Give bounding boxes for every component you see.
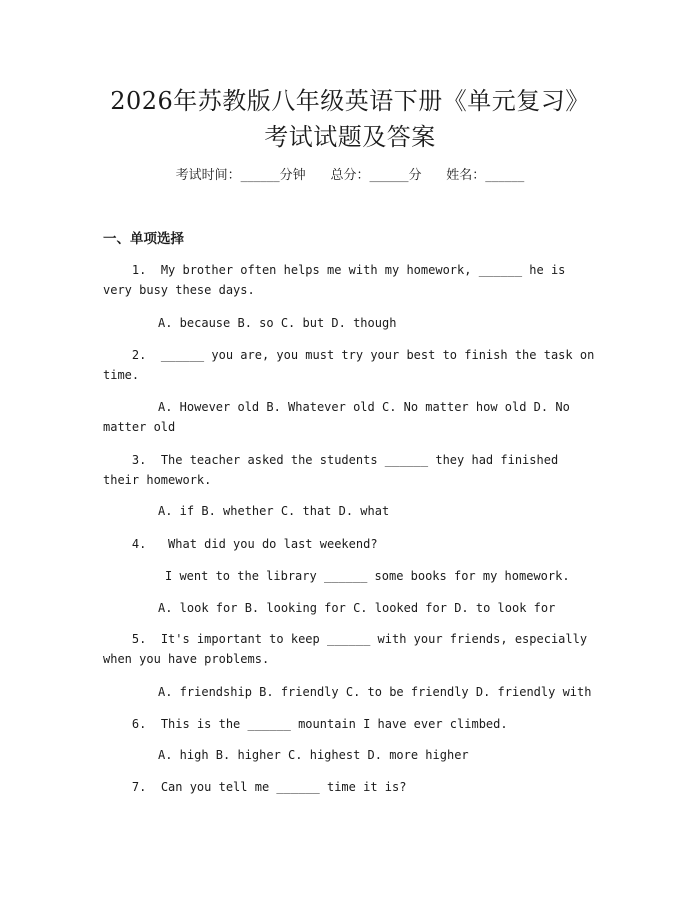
question-6 [103,714,600,734]
question-4-answer-line: I went to the library ______ some books for my homework. [165,569,570,583]
exam-meta-info [0,167,700,185]
question-1-options: A. because B. so C. but D. though [158,316,397,330]
question-2-options: A. However old B. Whatever old C. No matter how old D. No matter old [103,400,578,434]
question-4-options: A. look for B. looking for C. looked for D. to look for [158,601,556,615]
question-stem: What did you do last weekend? [160,537,378,551]
question-2 [103,345,600,385]
question-stem: My brother often helps me with my homework, ______ he is very busy these days. [103,263,573,297]
question-6-options: A. high B. higher C. highest D. more higher [158,748,469,762]
question-1 [103,260,600,300]
question-stem: The teacher asked the students ______ they had finished their homework. [103,453,566,487]
question-4 [103,534,600,554]
question-number: 5. [131,632,147,646]
student-name-field: 姓名：______ [446,168,525,183]
exam-time-field: 考试时间：______分钟 [175,168,306,183]
question-5-options: A. friendship B. friendly C. to be friendly D. friendly with [158,685,592,699]
question-7 [103,777,600,797]
section-title: 一、单项选择 [103,231,184,247]
question-number: 1. [131,263,147,277]
question-3 [103,450,600,490]
question-number: 4. [131,537,147,551]
question-stem: Can you tell me ______ time it is? [160,780,407,794]
question-number: 3. [131,453,147,467]
question-number: 7. [131,780,147,794]
question-stem: This is the ______ mountain I have ever climbed. [160,717,508,731]
question-3-options: A. if B. whether C. that D. what [158,504,390,518]
question-number: 6. [131,717,147,731]
question-stem: It's important to keep ______ with your friends, especially when you have problems. [103,632,595,666]
total-score-field: 总分：______分 [330,168,422,183]
question-number: 2. [131,348,147,362]
question-stem: ______ you are, you must try your best to finish the task on time. [103,348,602,382]
document-title-line-2: 考试试题及答案 [264,123,436,151]
document-title-line-1: 2026年苏教版八年级英语下册《单元复习》 [110,87,590,115]
question-5 [103,629,600,669]
